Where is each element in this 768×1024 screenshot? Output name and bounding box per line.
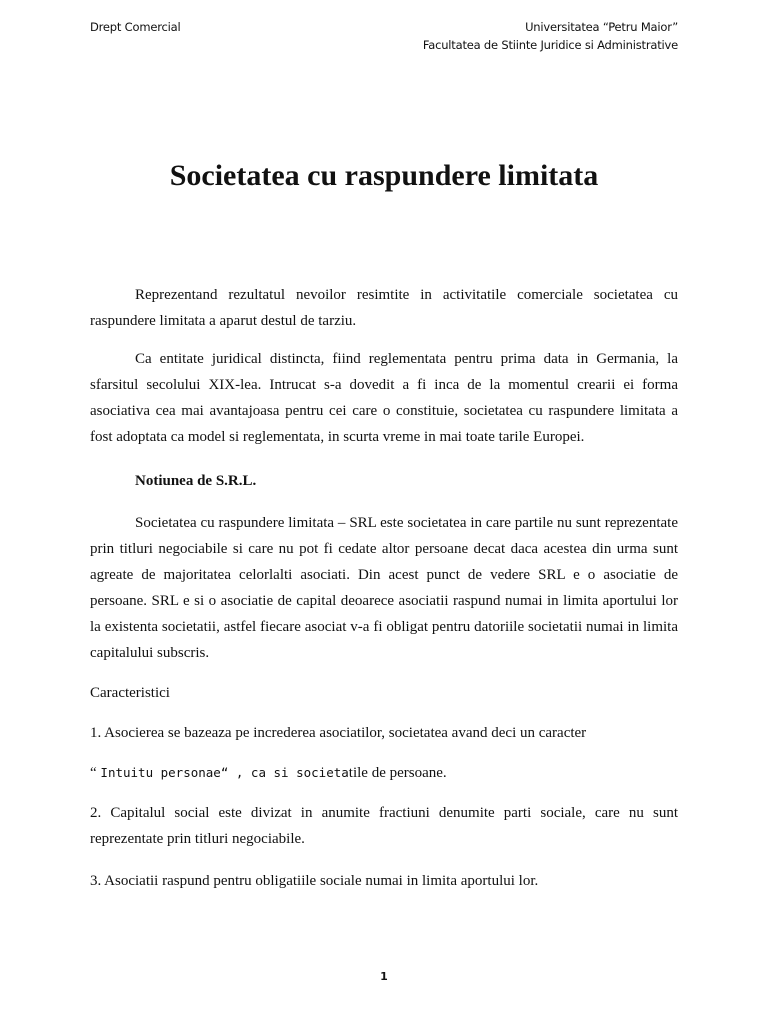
header-university: Universitatea “Petru Maior”	[525, 20, 678, 34]
list-item-1-rest: tile de persoane.	[348, 765, 447, 781]
document-title: Societatea cu raspundere limitata	[169, 159, 599, 192]
header-left: Drept Comercial	[90, 20, 181, 34]
list-item-3: 3. Asociatii raspund pentru obligatiile sociale numai in limita aportului lor.	[90, 873, 539, 889]
list-item-1-continuation	[90, 760, 678, 786]
paragraph-definition: Societatea cu raspundere limitata – SRL este societatea in care partile nu sunt reprezentate prin titluri negociabile si care nu pot fi cedate altor persoane decat daca acestea din urma sunt agreate de majoritatea celorlalti asociati. Din acest punct de vedere SRL e o asociatie de persoane. SRL e si o asociatie de capital deoarece asociatii raspund numai in limita aportului lor la existenta societatii, astfel fiecare asociat v-a fi obligat pentru datoriile societatii numai in limita capitalului subscris.	[90, 515, 678, 661]
paragraph-intro: Reprezentand rezultatul nevoilor resimtite in activitatile comerciale societatea cu raspundere limitata a aparut destul de tarziu.	[90, 287, 678, 329]
caracteristici-label: Caracteristici	[90, 685, 170, 701]
header-right	[423, 18, 678, 54]
paragraph-history: Ca entitate juridical distincta, fiind reglementata pentru prima data in Germania, la sfarsitul secolului XIX-lea. Intrucat s-a dovedit a fi inca de la momentul crearii ei forma asociativa cea mai avantajoasa pentru cei care o constituie, societatea cu raspundere limitata a fost adoptata ca model si reglementata, in scurta vreme in mai toate tarile Europei.	[90, 351, 678, 445]
quote-open: “	[90, 765, 101, 781]
subheading-notiunea: Notiunea de S.R.L.	[135, 473, 257, 489]
intuitu-personae-text: Intuitu personae“ , ca si societa	[100, 765, 349, 780]
page-number: 1	[380, 970, 388, 983]
list-item-2: 2. Capitalul social este divizat in anumite fractiuni denumite parti sociale, care nu sunt reprezentate prin titluri negociabile.	[90, 805, 678, 847]
header-faculty: Facultatea de Stiinte Juridice si Administrative	[422, 38, 678, 52]
list-item-1: 1. Asocierea se bazeaza pe increderea asociatilor, societatea avand deci un caracter	[90, 725, 587, 741]
